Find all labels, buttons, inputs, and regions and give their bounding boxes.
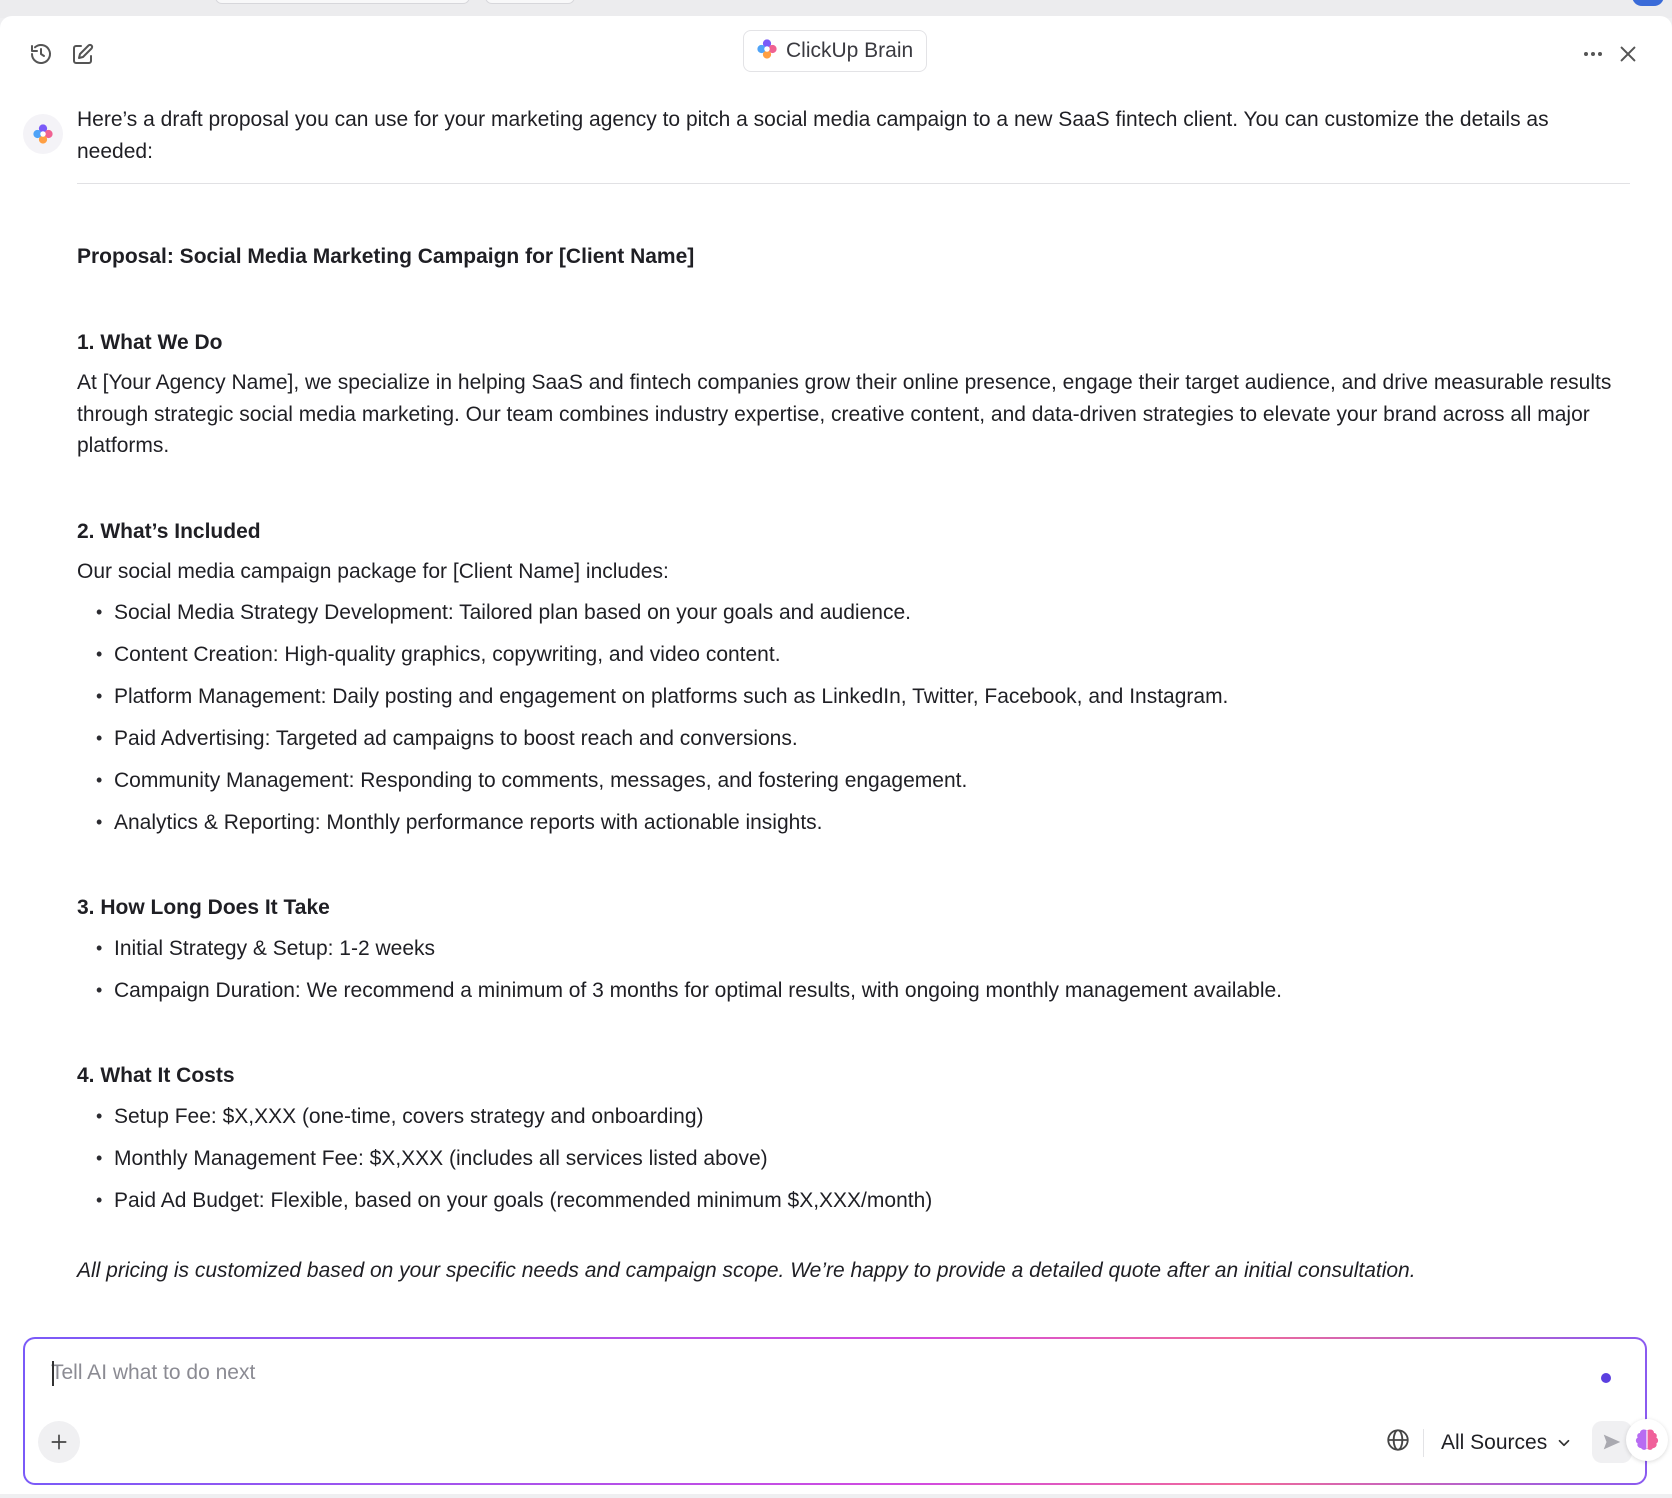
list-item: • Analytics & Reporting: Monthly performance reports with actionable insights. — [77, 807, 1630, 839]
brain-logo-icon — [756, 38, 778, 65]
list-item: • Platform Management: Daily posting and engagement on platforms such as LinkedIn, Twitter, Facebook, and Instagram. — [77, 681, 1630, 713]
list-item: • Content Creation: High-quality graphics, copywriting, and video content. — [77, 639, 1630, 671]
section-paragraph: At [Your Agency Name], we specialize in helping SaaS and fintech companies grow their online presence, engage their target audience, and drive measurable results through strategic social media marketing. Our team combines industry expertise, creative content, and data-driven strategies to elevate your brand across all major platforms. — [77, 371, 1612, 457]
send-icon — [1601, 1431, 1623, 1453]
list-item: • Monthly Management Fee: $X,XXX (includes all services listed above) — [77, 1143, 1630, 1175]
add-attachment-button[interactable] — [38, 1421, 80, 1463]
text-caret — [52, 1361, 54, 1386]
sources-label: All Sources — [1441, 1431, 1548, 1454]
panel-header — [0, 16, 1672, 88]
ai-message — [77, 104, 1630, 1287]
prompt-input[interactable] — [51, 1355, 1531, 1391]
panel-title: ClickUp Brain — [786, 39, 914, 62]
new-chat-icon[interactable] — [67, 38, 99, 70]
composer-box — [25, 1339, 1645, 1483]
brand-title-pill[interactable] — [743, 30, 927, 72]
section-title: 1. What We Do — [77, 330, 223, 354]
close-icon[interactable] — [1612, 38, 1644, 70]
sources-dropdown[interactable] — [1441, 1425, 1573, 1461]
list-item: • Social Media Strategy Development: Tailored plan based on your goals and audience. — [77, 597, 1630, 629]
chevron-down-icon — [1555, 1434, 1573, 1452]
proposal-title: Proposal: Social Media Marketing Campaign for [Client Name] — [77, 245, 695, 268]
list-item: • Paid Advertising: Targeted ad campaigns to boost reach and conversions. — [77, 723, 1630, 755]
list-item: • Paid Ad Budget: Flexible, based on your goals (recommended minimum $X,XXX/month) — [77, 1185, 1630, 1217]
status-dot — [1601, 1373, 1611, 1383]
section-title: 4. What It Costs — [77, 1064, 235, 1087]
composer — [23, 1337, 1647, 1485]
globe-icon — [1385, 1427, 1411, 1453]
list-item: • Initial Strategy & Setup: 1-2 weeks — [77, 933, 1630, 965]
brain-panel — [0, 16, 1672, 1494]
background-tab[interactable] — [215, 0, 470, 4]
list-item: • Community Management: Responding to comments, messages, and fostering engagement. — [77, 765, 1630, 797]
background-tab[interactable] — [485, 0, 575, 4]
bullet-list — [77, 933, 1630, 1007]
brain-icon — [1633, 1426, 1661, 1454]
divider — [77, 183, 1630, 184]
conversation-area[interactable] — [0, 88, 1672, 1328]
bullet-list — [77, 597, 1630, 839]
section-title: 2. What’s Included — [77, 519, 261, 543]
pricing-note: All pricing is customized based on your specific needs and campaign scope. We’re happy to provide a detailed quote after an initial consultation. — [77, 1259, 1416, 1282]
toolbar-divider — [1423, 1429, 1424, 1457]
brain-assistant-button[interactable] — [1626, 1419, 1668, 1461]
bullet-list — [77, 1101, 1630, 1217]
list-item: • Campaign Duration: We recommend a minimum of 3 months for optimal results, with ongoing monthly management available. — [77, 975, 1630, 1007]
list-item: • Setup Fee: $X,XXX (one-time, covers strategy and onboarding) — [77, 1101, 1630, 1133]
ai-avatar — [23, 114, 63, 154]
plus-icon — [49, 1432, 69, 1452]
history-icon[interactable] — [25, 38, 57, 70]
more-icon[interactable] — [1577, 38, 1609, 70]
web-search-button[interactable] — [1385, 1427, 1411, 1458]
section-paragraph: Our social media campaign package for [Client Name] includes: — [77, 560, 669, 583]
brain-logo-icon — [32, 123, 54, 145]
section-title: 3. How Long Does It Take — [77, 896, 330, 919]
message-intro: Here’s a draft proposal you can use for your marketing agency to pitch a social media campaign to a new SaaS fintech client. You can customize the details as needed: — [77, 108, 1549, 163]
user-avatar[interactable] — [1632, 0, 1664, 6]
